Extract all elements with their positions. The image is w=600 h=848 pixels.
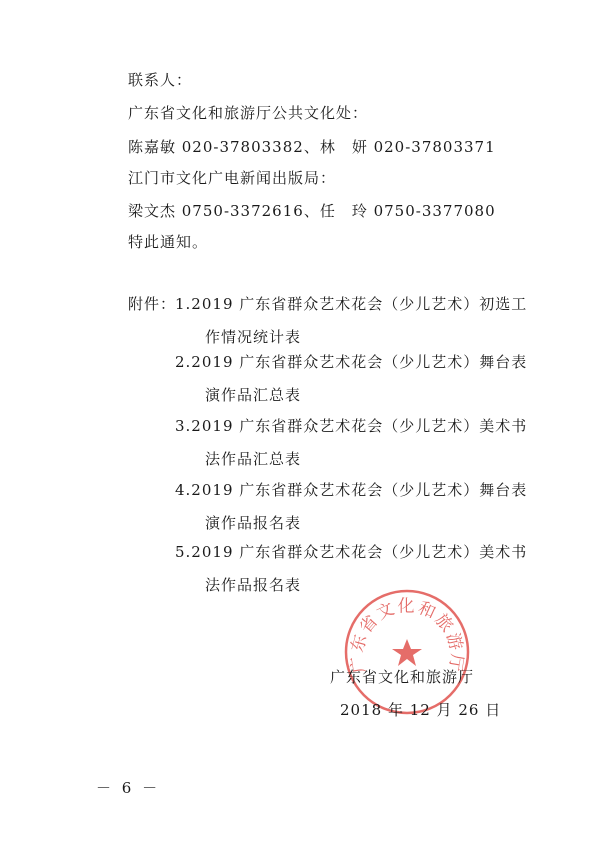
attachment-item-1	[175, 294, 528, 347]
attachment-item-line1: 4.2019 广东省群众艺术花会（少儿艺术）舞台表	[175, 481, 528, 499]
attachment-item-3	[175, 416, 528, 469]
page-number: － 6 －	[96, 779, 161, 797]
attachment-item-2	[175, 352, 528, 405]
attachment-item-line2: 演作品汇总表	[205, 386, 302, 404]
contact-people-1: 陈嘉敏 020-37803382、林 妍 020-37803371	[128, 138, 496, 156]
notice-text: 特此通知。	[128, 233, 209, 251]
contact-people-2: 梁文杰 0750-3372616、任 玲 0750-3377080	[128, 202, 496, 220]
attachment-item-line1: 3.2019 广东省群众艺术花会（少儿艺术）美术书	[175, 417, 528, 435]
contacts-heading: 联系人：	[128, 71, 193, 89]
star-icon	[392, 639, 422, 666]
contact-org-1: 广东省文化和旅游厅公共文化处：	[128, 104, 369, 122]
attachment-item-line2: 法作品汇总表	[205, 450, 302, 468]
official-seal	[342, 587, 472, 717]
attachment-item-line2: 作情况统计表	[205, 328, 302, 346]
attachment-item-line1: 5.2019 广东省群众艺术花会（少儿艺术）美术书	[175, 543, 528, 561]
attachment-item-line1: 2.2019 广东省群众艺术花会（少儿艺术）舞台表	[175, 353, 528, 371]
attachment-item-line2: 法作品报名表	[205, 576, 302, 594]
attachments-label: 附件：	[128, 295, 177, 313]
attachment-item-line2: 演作品报名表	[205, 514, 302, 532]
signature-org: 广东省文化和旅游厅	[330, 668, 475, 686]
contact-org-2: 江门市文化广电新闻出版局：	[128, 169, 337, 187]
signature-date: 2018 年 12 月 26 日	[340, 701, 502, 719]
attachment-item-line1: 1.2019 广东省群众艺术花会（少儿艺术）初选工	[175, 295, 528, 313]
seal-text: 广东省文化和旅游厅	[347, 596, 467, 675]
attachment-item-4	[175, 480, 528, 533]
